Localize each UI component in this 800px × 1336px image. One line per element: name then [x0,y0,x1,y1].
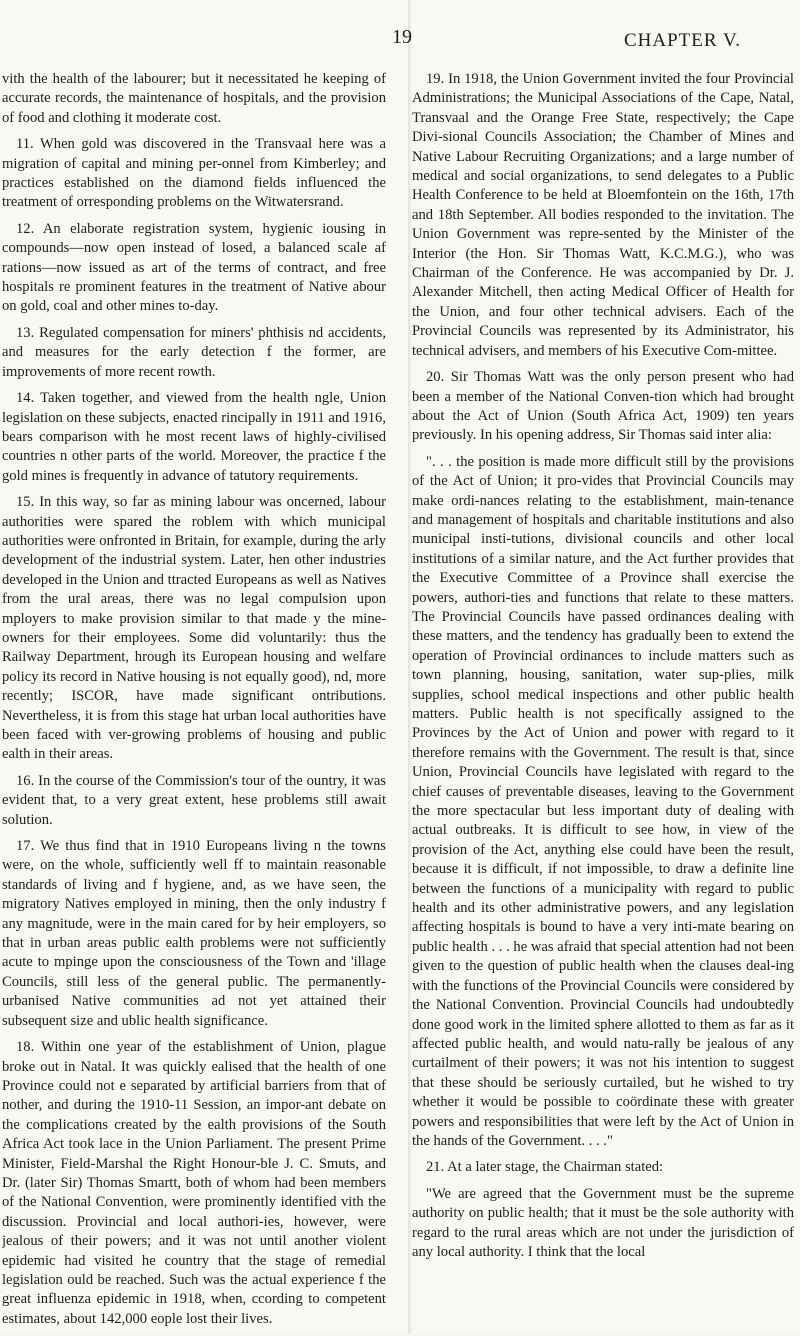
paragraph-13: 13. Regulated compensation for miners' phthisis nd accidents, and measures for the early detection f the former, are improvements of more recent rowth. [2,324,386,380]
left-text-column [2,70,386,1336]
quotation-continued: "We are agreed that the Government must be the supreme authority on public health; that it must be the sole authority with regard to the rural areas which are not under the jurisdiction of any local authority. I think that the local [412,1185,794,1260]
paragraph-18: 18. Within one year of the establishment of Union, plague broke out in Natal. It was quickly ealised that the health of one Province could not e separated by artificial barriers from that of nother, and during the 1910-11 Session, an impor-ant debate on the complications created by the ealth provisions of the South Africa Act took lace in the Union Parliament. The present Prime Minister, Field-Marshal the Right Honour-ble J. C. Smuts, and Dr. (later Sir) Thomas Smartt, both of whom had been members of the National Convention, were prominently identified vith the discussion. Provincial and local authori-ies, however, were jealous of their powers; and it was not until another violent epidemic had visited he country that the stage of remedial legislation ould be reached. Such was the actual experience f the great influenza epidemic in 1918, when, ccording to competent estimates, about 142,000 eople lost their lives. [2,1039,386,1327]
paragraph-11: 11. When gold was discovered in the Transvaal here was a migration of capital and mining per-onnel from Kimberley; and practices established on the diamond fields influenced the treatment of orresponding problems on the Witwatersrand. [2,136,386,211]
paragraph-12: 12. An elaborate registration system, hygienic iousing in compounds—now open instead of losed, a balanced scale af rations—now issued as art of the terms of contract, and free hospitals re prominent features in the treatment of Native abour on gold, coal and other mines to-day. [2,220,386,315]
quotation: ". . . the position is made more difficult still by the provisions of the Act of Union; it pro-vides that Provincial Councils may make ordi-nances relating to the establishment, main-tenance and management of hospitals and charitable institutions and also municipal insti-tutions, divisional councils and other local institutions of a similar nature, and the Act further provides that the Executive Committee of a Province shall exercise the powers, authori-ties and functions that relate to these matters. The Provincial Councils have passed ordinances dealing with these matters, and the tendency has gradually been to extend the operation of Provincial ordinances to include matters such as town planning, housing, sanitation, water sup-plies, milk supplies, school medical inspections and other public health matters. Public health is not specifically assigned to the Provinces by the Act of Union and power with regard to it therefore remains with the Government. The result is that, since Union, Provincial Councils have legislated with regard to the chief causes of preventable diseases, leaving to the Government the more spectacular but less important duty of dealing with actual outbreaks. It is difficult to see how, in view of the provision of the Act, anything else could have been the result, because it is difficult, if not impossible, to draw a definite line between the functions of a municipality with regard to public health and its other administrative powers, and any legislation affecting hospitals is bound to have a very inti-mate bearing on public health . . . he was afraid that special attention had not been given to the question of public health when the clauses deal-ing with the functions of the Provincial Councils were considered by the National Convention. Provincial Councils had undoubtedly done good work in the limited sphere allotted to them as far as it affected public health, and would natu-rally be jealous of any curtailment of their powers; it was not his intention to suggest that these should be seriously curtailed, but he wished to try whether it would be possible to coördinate these with greater powers and responsibilities that were left by the Act of Union in the hands of the Government. . . ." [412,453,794,1149]
paragraph-21: 21. At a later stage, the Chairman stated: [426,1159,664,1176]
paragraph-20: 20. Sir Thomas Watt was the only person present who had been a member of the National Conven-tion which had brought about the Act of Union (South Africa Act, 1909) ten years previously. In his opening address, Sir Thomas said inter alia: [412,369,794,444]
paragraph-15: 15. In this way, so far as mining labour was oncerned, labour authorities were spared the roblem with which municipal authorities were onfronted in Britain, for example, during the arly development of the industrial system. Later, hen other industries developed in the Union and ttracted Europeans as well as Natives from the ural areas, there was no legal compulsion upon mployers to make provision similar to that made y the mine-owners for their employees. Some did voluntarily: thus the Railway Department, hrough its European housing and welfare policy its record in Native housing is not equally good), nd, more recently; ISCOR, have made significant ontributions. Nevertheless, it is from this stage hat urban local authorities have been faced with ver-growing problems of housing and public ealth in their areas. [2,494,386,763]
paragraph-17: 17. We thus find that in 1910 Europeans living n the towns were, on the whole, sufficiently well ff to maintain reasonable standards of living and f hygiene, and, as we have seen, the migratory Natives employed in mining, then the only industry f any magnitude, were in the main cared for by heir employers, so that in urban areas public ealth problems were not sufficiently acute to mpinge upon the consciousness of the Town and 'illage Councils, still less of the general public. The permanently-urbanised Native communities ad not yet attained their subsequent size and ublic health significance. [2,838,386,1029]
paragraph-19: 19. In 1918, the Union Government invited the four Provincial Administrations; the Municipal Associations of the Cape, Natal, Transvaal and the Orange Free State, respectively; the Cape Divi-sional Councils Association; the Chamber of Mines and Native Labour Recruiting Organizations; and a large number of medical and social organizations, to send delegates to a Public Health Conference to be held at Bloemfontein on the 16th, 17th and 18th September. All bodies responded to the invitation. The Union Government was repre-sented by the Minister of the Interior (the Hon. Sir Thomas Watt, K.C.M.G.), who was Chairman of the Conference. He was accompanied by Dr. J. Alexander Mitchell, then acting Medical Officer of Health for the Union, and four other technical advisers. Each of the Provincial Councils was represented by its Administrator, his technical advisers, and members of his Executive Com-mittee. [412,71,794,359]
paragraph: vith the health of the labourer; but it necessitated he keeping of accurate records, the maintenance of hospitals, and the provision of food and clothing it moderate cost. [2,71,386,126]
running-head: CHAPTER V. [624,30,741,51]
page-number: 19 [392,26,412,48]
right-text-column [412,70,794,1269]
paragraph-14: 14. Taken together, and viewed from the health ngle, Union legislation on these subjects, enacted rincipally in 1911 and 1916, bears comparison with he most recent laws of highly-civilised countries n other parts of the world. Moreover, the practice f the gold mines is frequently in advance of tatutory requirements. [2,390,386,484]
paragraph-16: 16. In the course of the Commission's tour of the ountry, it was evident that, to a very great extent, hese problems still await solution. [2,772,386,828]
